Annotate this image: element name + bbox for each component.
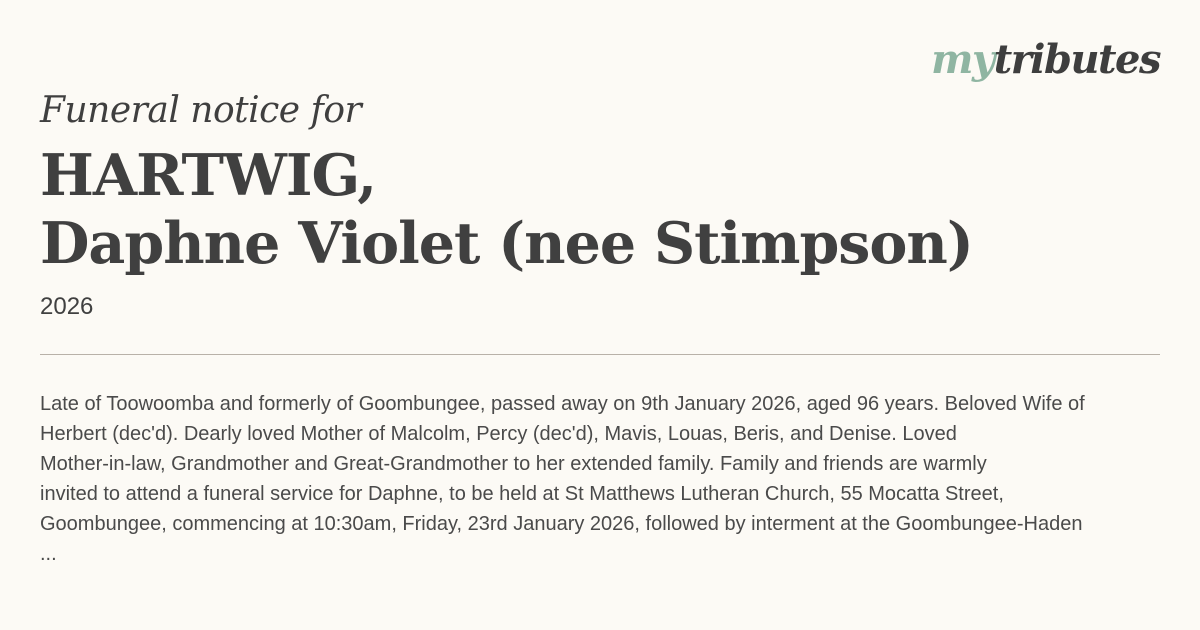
deceased-given-names: Daphne Violet (nee Stimpson)	[40, 210, 973, 277]
notice-body-line: Herbert (dec'd). Dearly loved Mother of Malcolm, Percy (dec'd), Mavis, Louas, Beris, and Denise. Loved	[40, 423, 957, 445]
notice-body-line: Late of Toowoomba and formerly of Goombungee, passed away on 9th January 2026, aged 96 years. Beloved Wife of	[40, 393, 1085, 415]
deceased-name	[40, 142, 973, 278]
deceased-surname: HARTWIG,	[40, 142, 377, 209]
notice-body-ellipsis: ...	[40, 543, 57, 565]
notice-heading: Funeral notice for	[40, 90, 362, 131]
divider	[40, 354, 1160, 355]
logo-tributes: tributes	[993, 36, 1160, 83]
mytributes-logo[interactable]	[931, 34, 1160, 86]
logo-my: my	[931, 36, 994, 83]
notice-body-line: invited to attend a funeral service for Daphne, to be held at St Matthews Lutheran Church, 55 Mocatta Street,	[40, 483, 1004, 505]
notice-year: 2026	[40, 293, 94, 320]
notice-body-line: Mother-in-law, Grandmother and Great-Grandmother to her extended family. Family and friends are warmly	[40, 453, 987, 475]
notice-body	[40, 389, 1200, 571]
notice-body-line: Goombungee, commencing at 10:30am, Friday, 23rd January 2026, followed by interment at the Goombungee-Haden	[40, 513, 1083, 535]
